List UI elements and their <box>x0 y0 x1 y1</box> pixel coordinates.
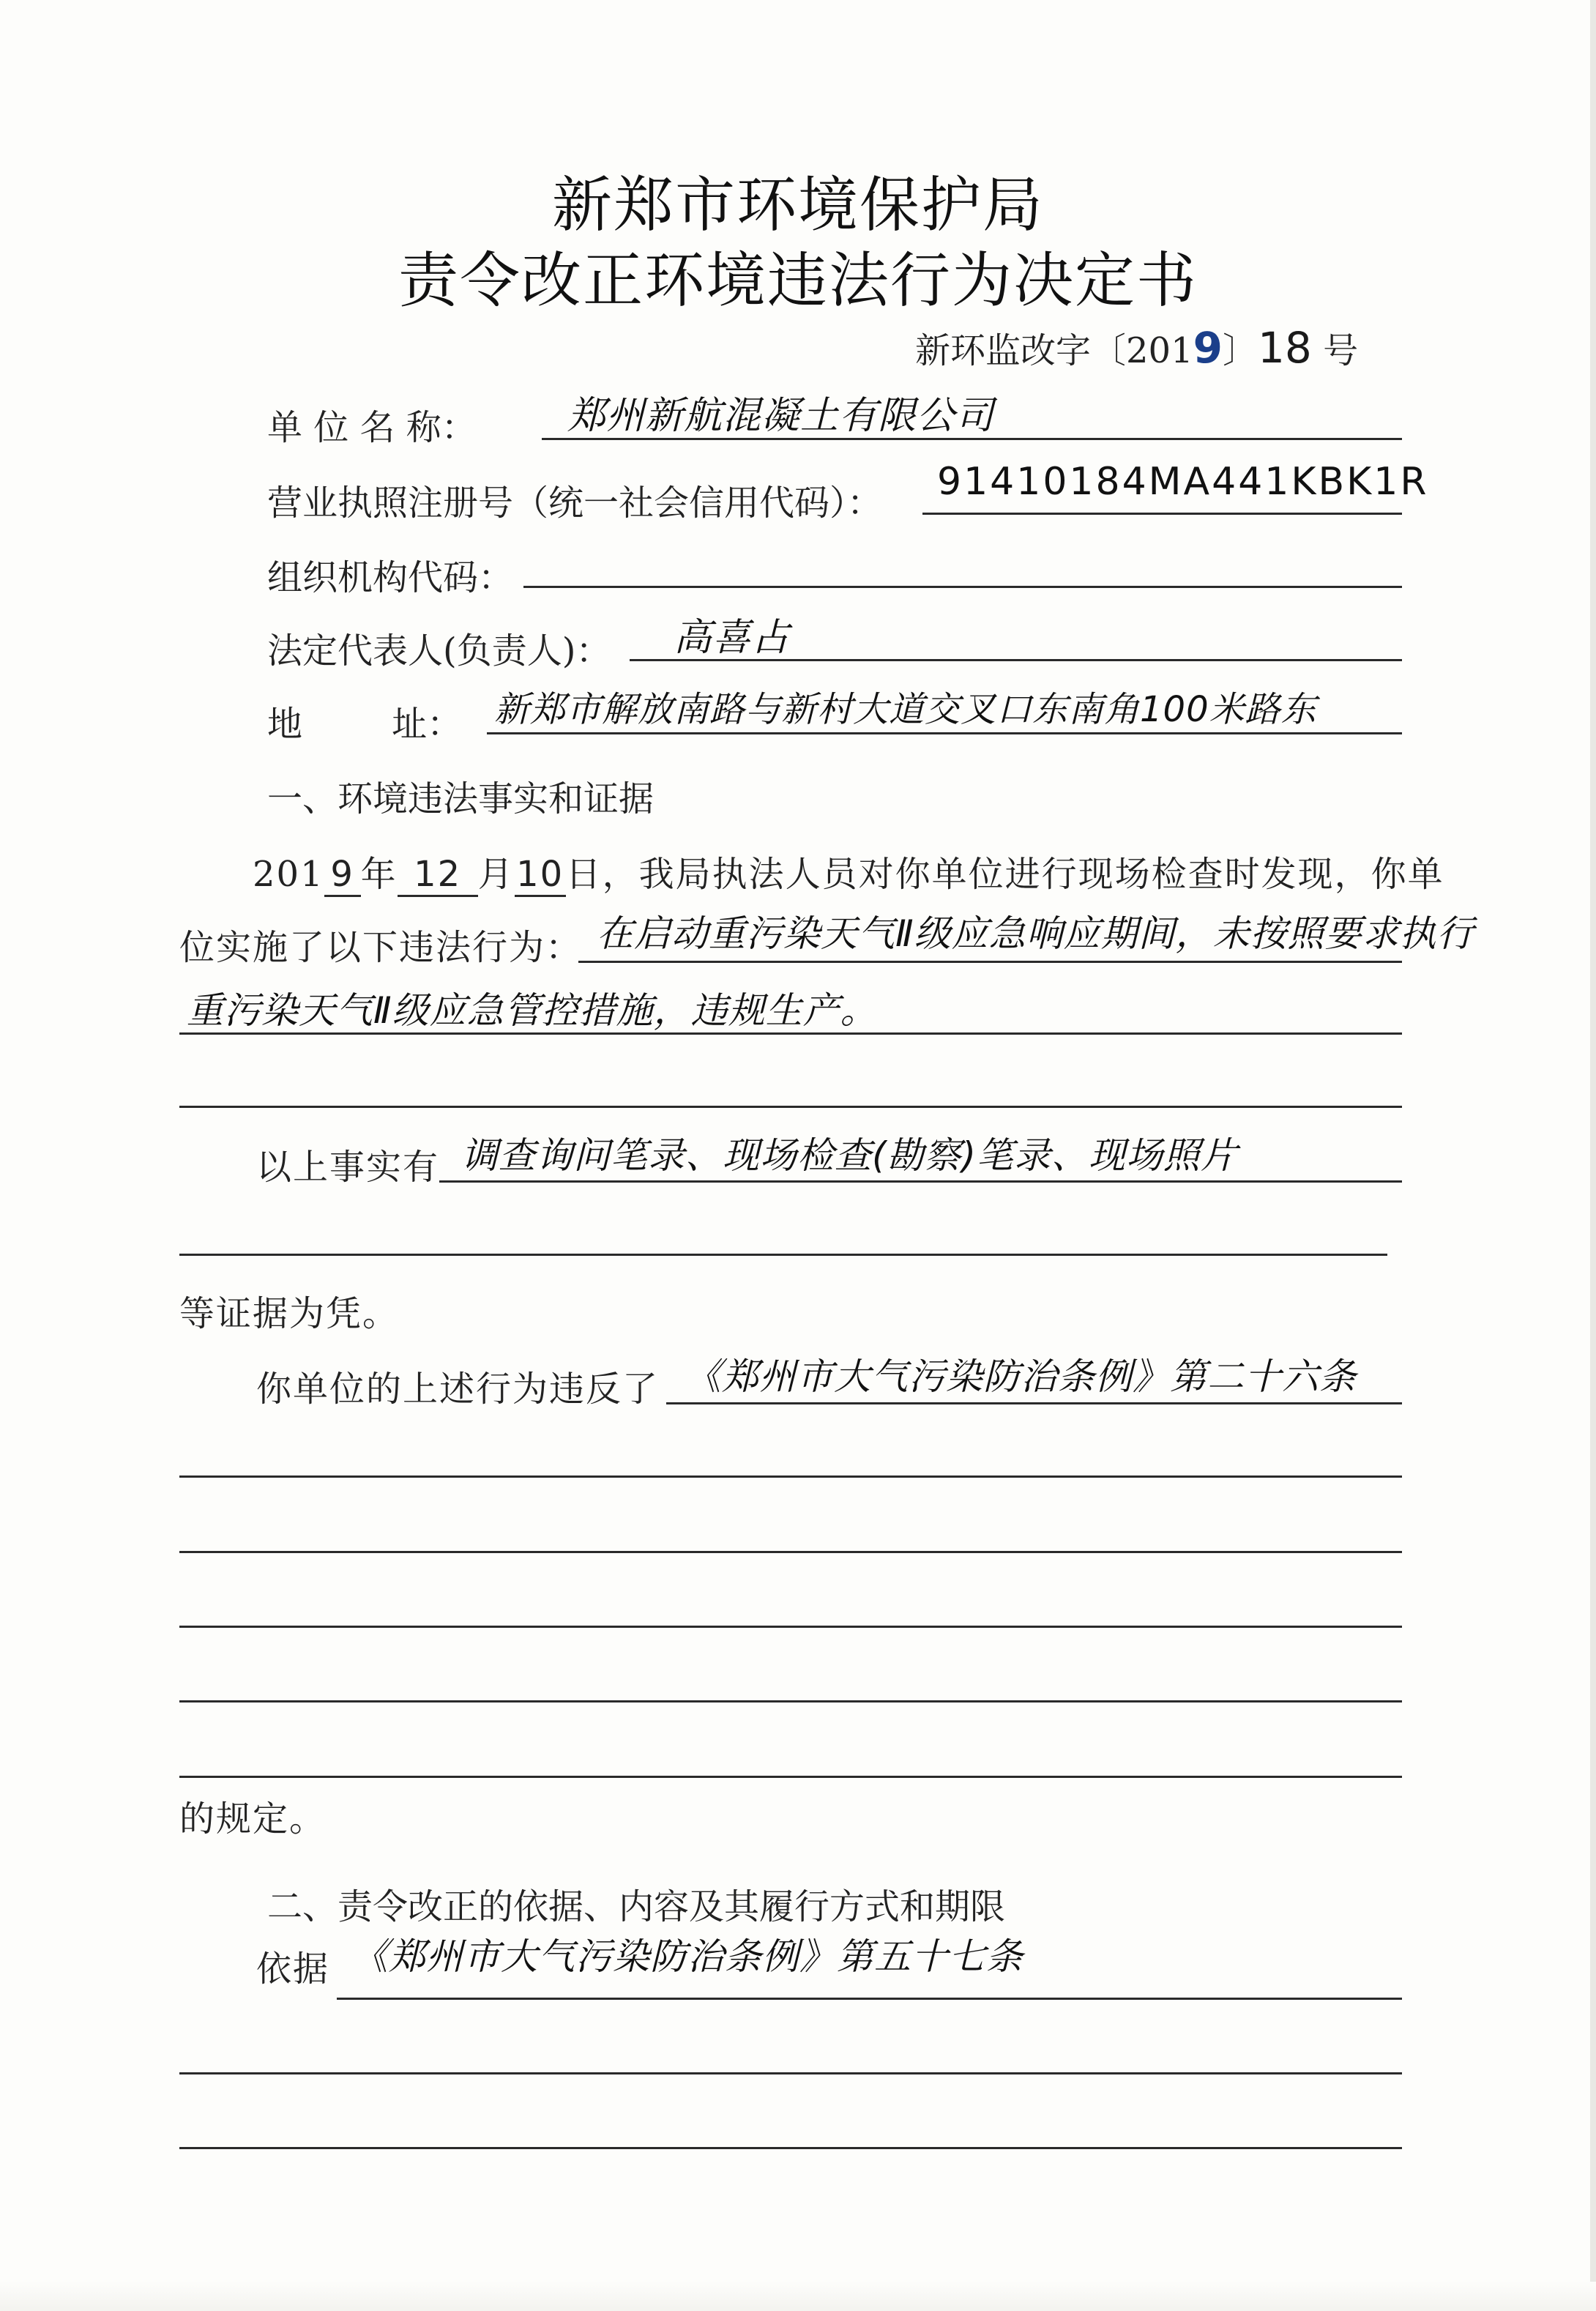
unit-name-underline <box>542 438 1402 440</box>
violated-regulation: 《郑州市大气污染防治条例》第二十六条 <box>685 1355 1357 1398</box>
scan-edge <box>1590 0 1596 2311</box>
violation-prefix: 位实施了以下违法行为： <box>179 927 583 968</box>
doc-number-suffix: 号 <box>1323 330 1359 371</box>
date-day: 10 <box>515 854 566 897</box>
doc-number-prefix: 新环监改字〔201 <box>915 330 1193 371</box>
evidence-suffix: 等证据为凭。 <box>179 1293 400 1334</box>
section1-heading: 一、环境违法事实和证据 <box>267 778 655 819</box>
evidence-value: 调查询问笔录、现场检查(勘察)笔录、现场照片 <box>461 1134 1239 1177</box>
basis-underline-1 <box>337 1998 1402 2000</box>
date-year-digit: 9 <box>324 854 361 897</box>
doc-number-bracket: 〕 <box>1222 330 1258 371</box>
address-label: 地 址： <box>267 704 463 745</box>
date-year-label: 年 <box>360 854 398 895</box>
legal-rep-value: 高喜占 <box>674 616 791 660</box>
violated-suffix: 的规定。 <box>179 1798 327 1839</box>
violation-underline-2 <box>179 1032 1402 1035</box>
org-code-label: 组织机构代码： <box>267 557 514 598</box>
date-month-label: 月 <box>477 854 515 895</box>
address-value: 新郑市解放南路与新村大道交叉口东南角100米路东 <box>494 689 1317 730</box>
date-prefix: 201 <box>253 854 324 895</box>
date-suffix: 日，我局执法人员对你单位进行现场检查时发现，你单 <box>565 854 1444 895</box>
document-title: 责令改正环境违法行为决定书 <box>398 246 1198 316</box>
violated-underline-5 <box>179 1700 1402 1702</box>
section2-heading: 二、责令改正的依据、内容及其履行方式和期限 <box>267 1886 1006 1927</box>
unit-name-value: 郑州新航混凝土有限公司 <box>567 394 995 438</box>
basis-underline-3 <box>179 2147 1402 2149</box>
violated-underline-1 <box>666 1402 1402 1404</box>
violation-underline-3 <box>179 1106 1402 1108</box>
doc-number-value: 18 <box>1258 323 1312 373</box>
violated-underline-4 <box>179 1626 1402 1628</box>
violation-line-2: 重污染天气Ⅱ级应急管控措施，违规生产。 <box>187 989 878 1032</box>
document-number <box>915 322 1358 373</box>
violation-line-1: 在启动重污染天气Ⅱ级应急响应期间，未按照要求执行 <box>597 912 1474 955</box>
doc-number-year-digit: 9 <box>1193 323 1223 373</box>
license-value: 91410184MA441KBK1R <box>937 460 1429 504</box>
violated-underline-3 <box>179 1551 1402 1553</box>
scan-bottom-shadow <box>0 2282 1596 2311</box>
unit-name-label: 单 位 名 称： <box>267 407 477 448</box>
violated-underline-2 <box>179 1475 1402 1478</box>
basis-underline-2 <box>179 2072 1402 2074</box>
license-label: 营业执照注册号（统一社会信用代码）： <box>267 483 883 524</box>
license-underline <box>922 513 1402 515</box>
evidence-prefix: 以上事实有 <box>256 1147 440 1188</box>
basis-prefix: 依据 <box>256 1949 330 1990</box>
document-title-agency: 新郑市环境保护局 <box>551 171 1044 240</box>
legal-rep-label: 法定代表人(负责人)： <box>267 630 611 671</box>
violation-underline-1 <box>578 961 1402 963</box>
evidence-underline-1 <box>439 1180 1402 1183</box>
basis-regulation: 《郑州市大气污染防治条例》第五十七条 <box>351 1935 1023 1978</box>
org-code-underline <box>523 586 1402 588</box>
date-month: 12 <box>398 854 478 897</box>
violated-underline-6 <box>179 1776 1402 1778</box>
legal-rep-underline <box>630 659 1402 661</box>
inspection-date-line <box>253 846 1444 897</box>
violated-prefix: 你单位的上述行为违反了 <box>256 1369 660 1410</box>
evidence-underline-2 <box>179 1254 1387 1256</box>
address-underline <box>487 732 1402 734</box>
